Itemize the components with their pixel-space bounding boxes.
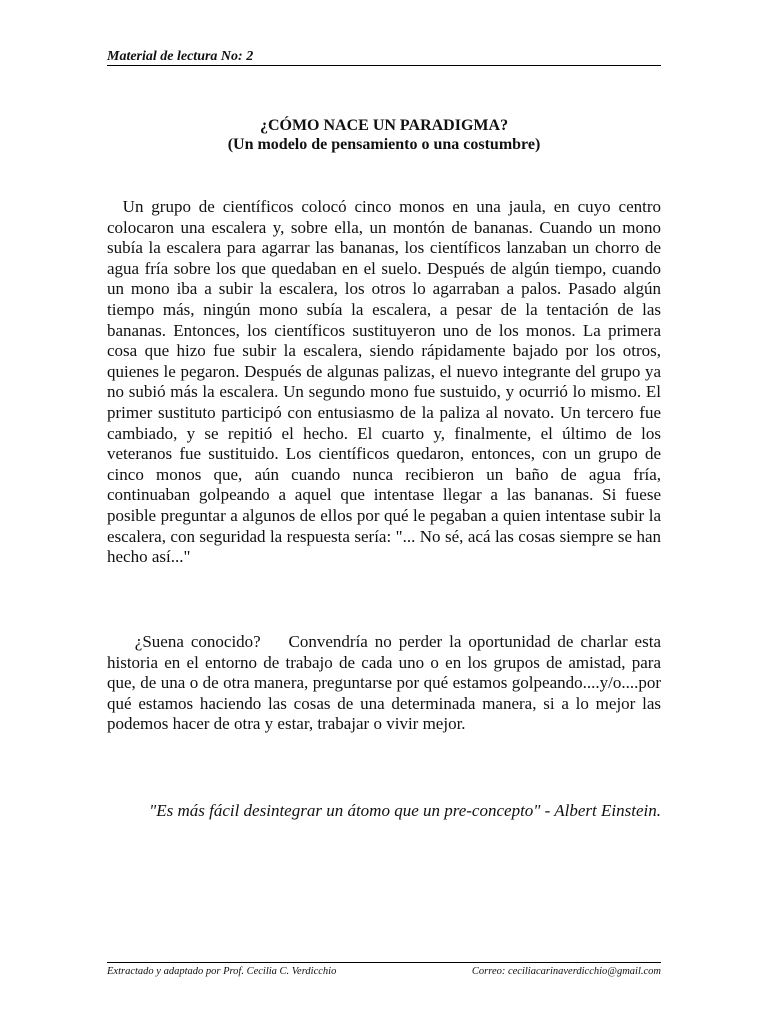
header-label: Material de lectura No: 2 <box>107 49 254 64</box>
footer-credit: Extractado y adaptado por Prof. Cecilia C. Verdicchio <box>107 966 337 977</box>
document-subtitle: (Un modelo de pensamiento o una costumbre) <box>227 136 541 153</box>
page-footer <box>107 962 661 978</box>
body-paragraph-2: ¿Suena conocido? Convendría no perder la oportunidad de charlar esta historia en el entorno de trabajo de cada uno o en los grupos de amistad, para que, de una o de otra manera, preguntarse por qué estamos golpeando....y/o....por qué estamos haciendo las cosas de una determinada manera, si a lo mejor las podemos hacer de otra y estar, trabajar o vivir mejor. <box>107 632 661 734</box>
footer-email: Correo: ceciliacarinaverdicchio@gmail.com <box>471 966 661 977</box>
einstein-quote: "Es más fácil desintegrar un átomo que un pre-concepto" - Albert Einstein. <box>149 801 661 820</box>
body-paragraph-1: Un grupo de científicos colocó cinco monos en una jaula, en cuyo centro colocaron una escalera y, sobre ella, un montón de bananas. Cuando un mono subía la escalera para agarrar las bananas, los científicos lanzaban un chorro de agua fría sobre los que quedaban en el suelo. Después de algún tiempo, cuando un mono iba a subir la escalera, los otros lo agarraban a palos. Pasado algún tiempo más, ningún mono subía la escalera, a pesar de la tentación de las bananas. Entonces, los científicos sustituyeron uno de los monos. La primera cosa que hizo fue subir la escalera, siendo rápidamente bajado por los otros, quienes le pegaron. Después de algunas palizas, el nuevo integrante del grupo ya no subió más la escalera. Un segundo mono fue sustuido, y ocurrió lo mismo. El primer sustituto participó con entusiasmo de la paliza al novato. Un tercero fue cambiado, y se repitió el hecho. El cuarto y, finalmente, el último de los veteranos fue sustituido. Los científicos quedaron, entonces, con un grupo de cinco monos que, aún cuando nunca recibieron un baño de agua fría, continuaban golpeando a aquel que intentase llegar a las bananas. Si fuese posible preguntar a algunos de ellos por qué le pegaban a quien intentase subir la escalera, con seguridad la respuesta sería: "... No sé, acá las cosas siempre se han hecho así..." <box>107 197 661 567</box>
page-header <box>107 47 661 66</box>
document-title: ¿CÓMO NACE UN PARADIGMA? <box>259 117 509 134</box>
